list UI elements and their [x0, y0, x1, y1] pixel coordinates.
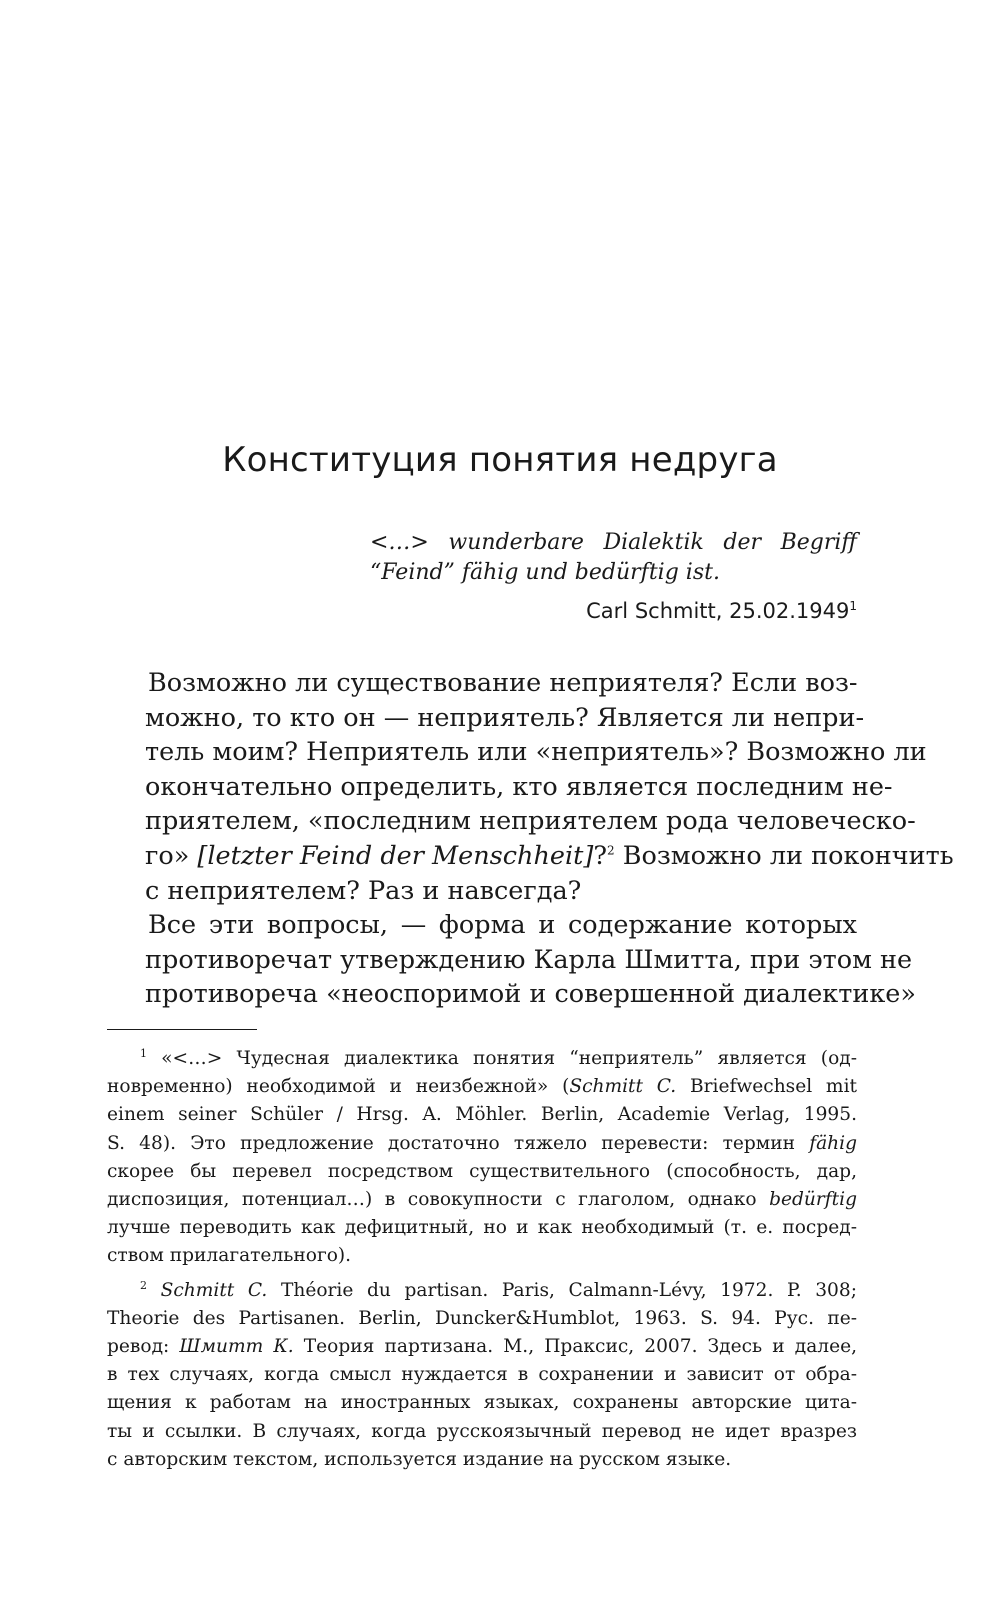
footnote-1-line — [107, 1130, 857, 1158]
text-fragment: S. 48). Это предложение достаточно тяжело перевести: термин — [107, 1132, 810, 1154]
footnote-ref-2[interactable]: 2 — [607, 843, 615, 858]
text-fragment: го» — [145, 840, 198, 871]
text-line: тель моим? Неприятель или «неприятель»? Возможно ли — [145, 737, 927, 768]
text-line: окончательно определить, кто является последним не- — [145, 771, 893, 802]
footnote-ref-1[interactable]: 1 — [849, 599, 857, 613]
text-line: Все эти вопросы, — форма и содержание которых — [148, 910, 857, 941]
footnote-2-line: в тех случаях, когда смысл нуждается в сохранении и зависит от обра- — [107, 1364, 857, 1386]
footnote-number-2: 2 — [140, 1278, 147, 1292]
footnote-2-line: с авторским текстом, используется издание на русском языке. — [107, 1448, 732, 1470]
footnotes — [107, 1045, 857, 1474]
text-fragment: ревод: — [107, 1336, 180, 1358]
footnote-divider — [107, 1029, 257, 1030]
text-line: противоречат утверждению Карла Шмитта, при этом не — [145, 944, 913, 975]
text-line: можно, то кто он — неприятель? Является ли непри- — [145, 702, 865, 733]
epigraph-line-2: “Feind” fähig und bedürftig ist. — [370, 560, 720, 585]
chapter-title: Конституция понятия недруга — [222, 440, 778, 480]
footnote-2-line: Theorie des Partisanen. Berlin, Duncker&Humblot, 1963. S. 94. Рус. пе- — [107, 1307, 857, 1329]
text-fragment: ? — [593, 840, 607, 871]
text-fragment: Возможно ли покончить — [614, 840, 954, 871]
author-name: Schmitt C. — [569, 1076, 677, 1098]
text-line: Возможно ли существование неприятеля? Если воз- — [148, 668, 858, 698]
footnote-1-line: скорее бы перевел посредством существительного (способность, дар, — [107, 1160, 857, 1182]
text-line — [145, 839, 954, 874]
text-line: приятелем, «последним неприятелем рода человеческо- — [145, 806, 916, 837]
footnote-number-1: 1 — [140, 1046, 147, 1060]
footnote-2-line — [107, 1333, 857, 1361]
footnote-2-line: щения к работам на иностранных языках, сохранены авторские цита- — [107, 1392, 857, 1414]
epigraph-author-text: Carl Schmitt, 25.02.1949 — [586, 599, 850, 623]
text-fragment: Théorie du partisan. Paris, Calmann-Lévy, 1972. P. 308; — [267, 1279, 857, 1301]
text-fragment: Briefwechsel mit — [676, 1076, 857, 1098]
main-text — [145, 666, 954, 1012]
footnote-1-line — [107, 1186, 857, 1214]
author-name: Шмитт К. — [179, 1336, 294, 1358]
footnote-1-line — [107, 1045, 857, 1073]
author-name: Schmitt C. — [160, 1279, 268, 1301]
text-fragment: Теория партизана. М., Праксис, 2007. Здесь и далее, — [293, 1336, 858, 1358]
text-fragment: новременно) необходимой и неизбежной» ( — [107, 1076, 570, 1098]
footnote-2-line: ты и ссылки. В случаях, когда русскоязычный перевод не идет вразрез — [107, 1420, 857, 1442]
text-fragment: диспозиция, потенциал…) в совокупности с глаголом, однако — [107, 1189, 770, 1211]
footnote-1-line: einem seiner Schüler / Hrsg. A. Möhler. Berlin, Academie Verlag, 1995. — [107, 1104, 857, 1126]
text-fragment: «<…> Чудесная диалектика понятия “неприятель” является (од- — [147, 1048, 857, 1069]
text-line: с неприятелем? Раз и навсегда? — [145, 875, 582, 906]
epigraph-author — [370, 596, 857, 626]
text-line: противореча «неоспоримой и совершенной диалектике» — [145, 979, 916, 1010]
epigraph — [370, 528, 857, 626]
german-term: fähig — [809, 1132, 857, 1154]
german-term: [letzter Feind der Menschheit] — [197, 840, 594, 871]
footnote-2-line — [107, 1277, 857, 1305]
epigraph-line-1: <…> wunderbare Dialektik der Begriff — [370, 530, 857, 555]
footnote-1-line: ством прилагательного). — [107, 1245, 352, 1267]
german-term: bedürftig — [769, 1189, 857, 1211]
footnote-1-line: лучше переводить как дефицитный, но и как необходимый (т. е. посред- — [107, 1217, 857, 1239]
footnote-1-line — [107, 1073, 857, 1101]
